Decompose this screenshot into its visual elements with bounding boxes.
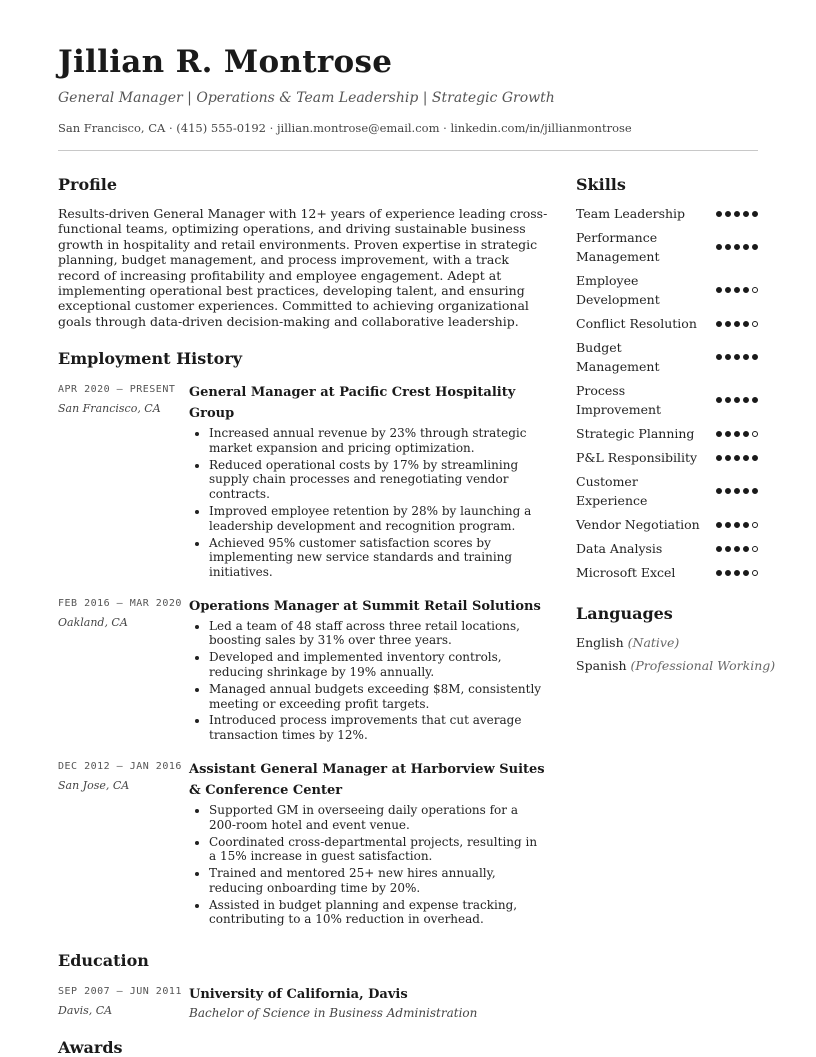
job-details	[189, 382, 548, 582]
skill-name: Vendor Negotiation	[576, 517, 700, 532]
skill-item	[576, 381, 758, 419]
filled-dot-icon	[734, 211, 740, 217]
filled-dot-icon	[734, 321, 740, 327]
job-bullet: • Managed annual budgets exceeding $8M, consistently meeting or exceeding profit targets.	[209, 682, 548, 711]
job-entry	[58, 596, 548, 745]
awards-heading: Awards	[58, 1038, 123, 1057]
skill-name: Strategic Planning	[576, 426, 695, 441]
job-bullet: • Improved employee retention by 28% by launching a leadership development and recognition program.	[209, 504, 548, 533]
empty-dot-icon	[752, 431, 758, 437]
job-meta	[58, 759, 189, 929]
skill-item	[576, 424, 758, 443]
skill-item	[576, 563, 758, 582]
skill-level-dots	[716, 488, 758, 494]
filled-dot-icon	[716, 244, 722, 250]
skill-item	[576, 448, 758, 467]
skill-level-dots	[716, 570, 758, 576]
job-dates: DEC 2012 — JAN 2016	[58, 761, 182, 773]
filled-dot-icon	[734, 522, 740, 528]
filled-dot-icon	[716, 570, 722, 576]
job-location: Oakland, CA	[58, 615, 128, 629]
job-title: General Manager at Pacific Crest Hospitality Group	[189, 385, 516, 422]
filled-dot-icon	[743, 244, 749, 250]
filled-dot-icon	[743, 287, 749, 293]
filled-dot-icon	[725, 522, 731, 528]
skill-item	[576, 228, 758, 266]
filled-dot-icon	[716, 431, 722, 437]
filled-dot-icon	[725, 455, 731, 461]
skill-name: P&L Responsibility	[576, 450, 698, 465]
filled-dot-icon	[743, 488, 749, 494]
job-location: San Jose, CA	[58, 779, 130, 793]
filled-dot-icon	[743, 321, 749, 327]
skill-name: Employee Development	[576, 273, 660, 307]
filled-dot-icon	[734, 287, 740, 293]
filled-dot-icon	[725, 354, 731, 360]
filled-dot-icon	[734, 455, 740, 461]
filled-dot-icon	[743, 570, 749, 576]
filled-dot-icon	[752, 488, 758, 494]
filled-dot-icon	[725, 321, 731, 327]
filled-dot-icon	[734, 354, 740, 360]
job-details	[189, 596, 548, 745]
profile-heading: Profile	[58, 175, 118, 194]
resume-page	[58, 0, 776, 1057]
job-title: Assistant General Manager at Harborview Suites & Conference Center	[189, 762, 545, 799]
filled-dot-icon	[725, 570, 731, 576]
filled-dot-icon	[725, 488, 731, 494]
filled-dot-icon	[743, 397, 749, 403]
skill-level-dots	[716, 321, 758, 327]
filled-dot-icon	[725, 546, 731, 552]
education-meta	[58, 984, 189, 1020]
filled-dot-icon	[716, 397, 722, 403]
language-name: English	[576, 635, 624, 650]
employment-heading: Employment History	[58, 349, 243, 369]
job-bullet: • Reduced operational costs by 17% by streamlining supply chain processes and renegotiating vendor contracts.	[209, 458, 548, 502]
filled-dot-icon	[725, 431, 731, 437]
filled-dot-icon	[743, 522, 749, 528]
candidate-name: Jillian R. Montrose	[58, 44, 393, 80]
empty-dot-icon	[752, 546, 758, 552]
empty-dot-icon	[752, 287, 758, 293]
job-bullet: • Introduced process improvements that cut average transaction times by 12%.	[209, 713, 548, 742]
job-bullet: • Supported GM in overseeing daily operations for a 200-room hotel and event venue.	[209, 803, 548, 832]
filled-dot-icon	[734, 488, 740, 494]
filled-dot-icon	[716, 546, 722, 552]
filled-dot-icon	[752, 354, 758, 360]
job-entry	[58, 382, 548, 582]
skill-level-dots	[716, 211, 758, 217]
skill-item	[576, 539, 758, 558]
skill-name: Team Leadership	[576, 206, 686, 221]
filled-dot-icon	[716, 455, 722, 461]
job-meta	[58, 596, 189, 745]
skill-item	[576, 314, 758, 333]
languages-heading: Languages	[576, 604, 673, 623]
empty-dot-icon	[752, 321, 758, 327]
job-dates: FEB 2016 — MAR 2020	[58, 597, 182, 609]
filled-dot-icon	[725, 287, 731, 293]
filled-dot-icon	[743, 354, 749, 360]
filled-dot-icon	[734, 546, 740, 552]
filled-dot-icon	[716, 488, 722, 494]
language-item	[576, 635, 758, 651]
main-column	[58, 175, 548, 1057]
education-heading: Education	[58, 951, 149, 971]
job-bullet: • Assisted in budget planning and expense tracking, contributing to a 10% reduction in overhead.	[209, 898, 548, 927]
filled-dot-icon	[725, 244, 731, 250]
filled-dot-icon	[743, 211, 749, 217]
skill-item	[576, 472, 758, 510]
languages-list	[576, 635, 776, 674]
filled-dot-icon	[725, 397, 731, 403]
sidebar-column	[576, 175, 776, 681]
skills-heading: Skills	[576, 175, 626, 194]
education-list	[58, 984, 548, 1020]
filled-dot-icon	[716, 354, 722, 360]
filled-dot-icon	[734, 431, 740, 437]
filled-dot-icon	[716, 211, 722, 217]
language-item	[576, 658, 776, 674]
job-location: San Francisco, CA	[58, 402, 161, 416]
skill-name: Process Improvement	[576, 383, 662, 417]
education-degree: Bachelor of Science in Business Administration	[189, 1006, 478, 1021]
education-location: Davis, CA	[58, 1004, 113, 1018]
skill-level-dots	[716, 546, 758, 552]
language-proficiency: (Native)	[627, 635, 680, 650]
job-entry	[58, 759, 548, 929]
job-bullet: • Coordinated cross-departmental projects, resulting in a 15% increase in guest satisfaction.	[209, 835, 548, 864]
skill-name: Data Analysis	[576, 541, 663, 556]
education-details	[189, 984, 548, 1020]
skill-name: Budget Management	[576, 340, 660, 374]
skill-name: Customer Experience	[576, 474, 648, 508]
filled-dot-icon	[734, 244, 740, 250]
job-title: Operations Manager at Summit Retail Solutions	[189, 598, 541, 614]
filled-dot-icon	[752, 397, 758, 403]
skills-list	[576, 204, 758, 582]
education-entry	[58, 984, 548, 1020]
filled-dot-icon	[716, 522, 722, 528]
education-school: University of California, Davis	[189, 987, 408, 1003]
filled-dot-icon	[752, 244, 758, 250]
skill-name: Microsoft Excel	[576, 565, 676, 580]
skill-level-dots	[716, 431, 758, 437]
job-details	[189, 759, 548, 929]
language-name: Spanish	[576, 658, 627, 673]
contact-line: San Francisco, CA · (415) 555-0192 · jillian.montrose@email.com · linkedin.com/in/jillianmontrose	[58, 121, 632, 135]
job-bullet-list	[189, 803, 548, 927]
empty-dot-icon	[752, 522, 758, 528]
skill-item	[576, 515, 758, 534]
skill-level-dots	[716, 287, 758, 293]
job-bullet-list	[189, 426, 548, 579]
headline-tagline: General Manager | Operations & Team Leadership | Strategic Growth	[58, 90, 555, 106]
header-divider	[58, 150, 758, 151]
skill-level-dots	[716, 522, 758, 528]
filled-dot-icon	[734, 570, 740, 576]
employment-list	[58, 382, 548, 929]
education-dates: SEP 2007 — JUN 2011	[58, 986, 182, 998]
skill-item	[576, 338, 758, 376]
filled-dot-icon	[752, 455, 758, 461]
skill-level-dots	[716, 455, 758, 461]
job-meta	[58, 382, 189, 582]
job-bullet: • Trained and mentored 25+ new hires annually, reducing onboarding time by 20%.	[209, 866, 548, 895]
empty-dot-icon	[752, 570, 758, 576]
job-bullet: • Led a team of 48 staff across three retail locations, boosting sales by 31% over three years.	[209, 619, 548, 648]
job-bullet-list	[189, 619, 548, 743]
job-dates: APR 2020 — PRESENT	[58, 384, 176, 396]
filled-dot-icon	[752, 211, 758, 217]
filled-dot-icon	[743, 546, 749, 552]
skill-level-dots	[716, 354, 758, 360]
filled-dot-icon	[716, 321, 722, 327]
filled-dot-icon	[743, 455, 749, 461]
filled-dot-icon	[743, 431, 749, 437]
job-bullet: • Increased annual revenue by 23% through strategic market expansion and pricing optimization.	[209, 426, 548, 455]
profile-summary: Results-driven General Manager with 12+ years of experience leading cross-functional teams, optimizing operations, and driving sustainable business growth in hospitality and retail environments. Proven expertise in strategic planning, budget management, and process improvement, with a track record of increasing profitability and employee engagement. Adept at implementing operational best practices, developing talent, and ensuring exceptional customer experiences. Committed to achieving organizational goals through data-driven decision-making and collaborative leadership.	[58, 206, 548, 329]
language-proficiency: (Professional Working)	[630, 658, 776, 673]
filled-dot-icon	[734, 397, 740, 403]
skill-name: Conflict Resolution	[576, 316, 697, 331]
skill-item	[576, 204, 758, 223]
skill-item	[576, 271, 758, 309]
filled-dot-icon	[725, 211, 731, 217]
skill-level-dots	[716, 397, 758, 403]
skill-level-dots	[716, 244, 758, 250]
job-bullet: • Achieved 95% customer satisfaction scores by implementing new service standards and training initiatives.	[209, 536, 548, 580]
job-bullet: • Developed and implemented inventory controls, reducing shrinkage by 19% annually.	[209, 650, 548, 679]
filled-dot-icon	[716, 287, 722, 293]
skill-name: Performance Management	[576, 230, 660, 264]
